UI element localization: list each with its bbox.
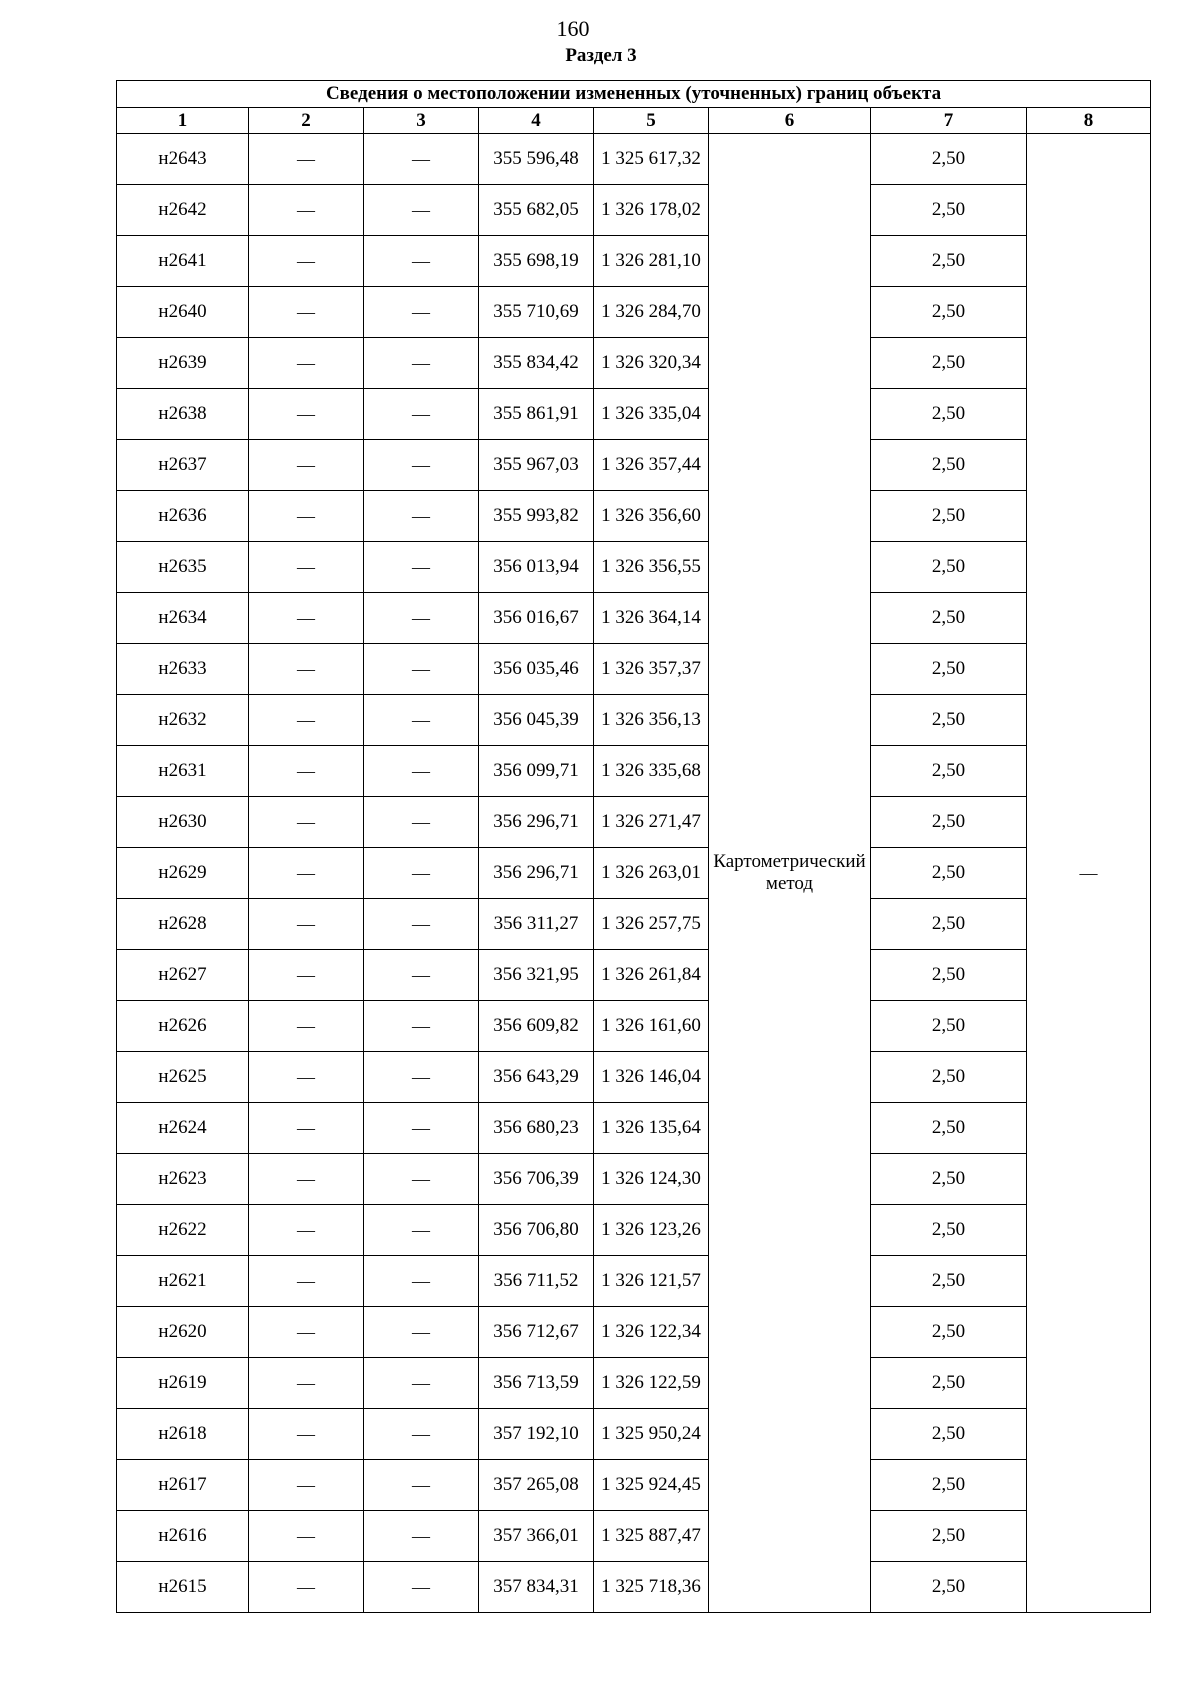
column-2-dash-cell: — — [249, 1358, 364, 1409]
column-3-dash-cell: — — [364, 542, 479, 593]
column-number-7: 7 — [871, 108, 1027, 134]
accuracy-cell: 2,50 — [871, 1001, 1027, 1052]
table-row — [117, 593, 1151, 644]
y-coordinate-cell: 1 326 335,04 — [594, 389, 709, 440]
column-3-dash-cell: — — [364, 1205, 479, 1256]
column-3-dash-cell: — — [364, 1154, 479, 1205]
column-3-dash-cell: — — [364, 1001, 479, 1052]
point-name-cell: н2617 — [117, 1460, 249, 1511]
column-number-3: 3 — [364, 108, 479, 134]
x-coordinate-cell: 355 993,82 — [479, 491, 594, 542]
point-name-cell: н2634 — [117, 593, 249, 644]
column-3-dash-cell: — — [364, 1409, 479, 1460]
column-2-dash-cell: — — [249, 1307, 364, 1358]
column-3-dash-cell: — — [364, 1052, 479, 1103]
x-coordinate-cell: 356 711,52 — [479, 1256, 594, 1307]
table-row — [117, 644, 1151, 695]
table-row — [117, 134, 1151, 185]
column-2-dash-cell: — — [249, 950, 364, 1001]
y-coordinate-cell: 1 325 950,24 — [594, 1409, 709, 1460]
y-coordinate-cell: 1 326 284,70 — [594, 287, 709, 338]
column-8-cell: — — [1027, 134, 1151, 1613]
y-coordinate-cell: 1 326 271,47 — [594, 797, 709, 848]
column-3-dash-cell: — — [364, 1460, 479, 1511]
point-name-cell: н2636 — [117, 491, 249, 542]
x-coordinate-cell: 356 045,39 — [479, 695, 594, 746]
column-number-8: 8 — [1027, 108, 1151, 134]
column-2-dash-cell: — — [249, 1205, 364, 1256]
x-coordinate-cell: 357 366,01 — [479, 1511, 594, 1562]
accuracy-cell: 2,50 — [871, 1307, 1027, 1358]
table-row — [117, 1409, 1151, 1460]
x-coordinate-cell: 355 861,91 — [479, 389, 594, 440]
table-row — [117, 1001, 1151, 1052]
column-2-dash-cell: — — [249, 1562, 364, 1613]
column-3-dash-cell: — — [364, 950, 479, 1001]
accuracy-cell: 2,50 — [871, 746, 1027, 797]
y-coordinate-cell: 1 326 146,04 — [594, 1052, 709, 1103]
boundary-coordinates-table — [116, 80, 1151, 1613]
point-name-cell: н2621 — [117, 1256, 249, 1307]
y-coordinate-cell: 1 326 161,60 — [594, 1001, 709, 1052]
x-coordinate-cell: 356 609,82 — [479, 1001, 594, 1052]
x-coordinate-cell: 356 321,95 — [479, 950, 594, 1001]
y-coordinate-cell: 1 326 261,84 — [594, 950, 709, 1001]
column-3-dash-cell: — — [364, 185, 479, 236]
y-coordinate-cell: 1 326 356,60 — [594, 491, 709, 542]
column-number-6: 6 — [709, 108, 871, 134]
y-coordinate-cell: 1 326 122,34 — [594, 1307, 709, 1358]
table-row — [117, 1511, 1151, 1562]
column-2-dash-cell: — — [249, 695, 364, 746]
table-row — [117, 1256, 1151, 1307]
y-coordinate-cell: 1 325 718,36 — [594, 1562, 709, 1613]
accuracy-cell: 2,50 — [871, 797, 1027, 848]
point-name-cell: н2615 — [117, 1562, 249, 1613]
point-name-cell: н2643 — [117, 134, 249, 185]
x-coordinate-cell: 356 013,94 — [479, 542, 594, 593]
column-3-dash-cell: — — [364, 287, 479, 338]
y-coordinate-cell: 1 326 357,37 — [594, 644, 709, 695]
table-row — [117, 1307, 1151, 1358]
section-title: Раздел 3 — [565, 45, 637, 66]
column-2-dash-cell: — — [249, 1103, 364, 1154]
column-3-dash-cell: — — [364, 695, 479, 746]
column-number-1: 1 — [117, 108, 249, 134]
accuracy-cell: 2,50 — [871, 644, 1027, 695]
point-name-cell: н2632 — [117, 695, 249, 746]
point-name-cell: н2616 — [117, 1511, 249, 1562]
x-coordinate-cell: 355 596,48 — [479, 134, 594, 185]
y-coordinate-cell: 1 325 924,45 — [594, 1460, 709, 1511]
x-coordinate-cell: 356 296,71 — [479, 797, 594, 848]
point-name-cell: н2641 — [117, 236, 249, 287]
x-coordinate-cell: 356 296,71 — [479, 848, 594, 899]
x-coordinate-cell: 356 099,71 — [479, 746, 594, 797]
x-coordinate-cell: 356 706,80 — [479, 1205, 594, 1256]
column-2-dash-cell: — — [249, 1052, 364, 1103]
column-3-dash-cell: — — [364, 1562, 479, 1613]
accuracy-cell: 2,50 — [871, 491, 1027, 542]
table-caption: Сведения о местоположении измененных (уточненных) границ объекта — [117, 81, 1151, 108]
table-row — [117, 491, 1151, 542]
column-3-dash-cell: — — [364, 1256, 479, 1307]
accuracy-cell: 2,50 — [871, 1562, 1027, 1613]
column-3-dash-cell: — — [364, 899, 479, 950]
method-cell: Картометрический метод — [709, 134, 871, 1613]
point-name-cell: н2635 — [117, 542, 249, 593]
column-2-dash-cell: — — [249, 644, 364, 695]
column-3-dash-cell: — — [364, 746, 479, 797]
table-body — [117, 134, 1151, 1613]
column-2-dash-cell: — — [249, 389, 364, 440]
column-2-dash-cell: — — [249, 491, 364, 542]
table-row — [117, 848, 1151, 899]
y-coordinate-cell: 1 326 320,34 — [594, 338, 709, 389]
x-coordinate-cell: 356 311,27 — [479, 899, 594, 950]
table-row — [117, 950, 1151, 1001]
column-2-dash-cell: — — [249, 1511, 364, 1562]
y-coordinate-cell: 1 326 263,01 — [594, 848, 709, 899]
column-number-row — [117, 108, 1151, 134]
column-3-dash-cell: — — [364, 491, 479, 542]
x-coordinate-cell: 356 712,67 — [479, 1307, 594, 1358]
column-3-dash-cell: — — [364, 1307, 479, 1358]
point-name-cell: н2626 — [117, 1001, 249, 1052]
accuracy-cell: 2,50 — [871, 899, 1027, 950]
accuracy-cell: 2,50 — [871, 287, 1027, 338]
x-coordinate-cell: 357 834,31 — [479, 1562, 594, 1613]
y-coordinate-cell: 1 325 887,47 — [594, 1511, 709, 1562]
point-name-cell: н2642 — [117, 185, 249, 236]
y-coordinate-cell: 1 325 617,32 — [594, 134, 709, 185]
accuracy-cell: 2,50 — [871, 848, 1027, 899]
table-row — [117, 899, 1151, 950]
point-name-cell: н2638 — [117, 389, 249, 440]
accuracy-cell: 2,50 — [871, 1358, 1027, 1409]
column-3-dash-cell: — — [364, 797, 479, 848]
accuracy-cell: 2,50 — [871, 1409, 1027, 1460]
table-row — [117, 1460, 1151, 1511]
table-row — [117, 1562, 1151, 1613]
table-row — [117, 1358, 1151, 1409]
column-2-dash-cell: — — [249, 1460, 364, 1511]
point-name-cell: н2623 — [117, 1154, 249, 1205]
x-coordinate-cell: 355 834,42 — [479, 338, 594, 389]
column-number-5: 5 — [594, 108, 709, 134]
table-row — [117, 338, 1151, 389]
x-coordinate-cell: 355 967,03 — [479, 440, 594, 491]
x-coordinate-cell: 356 680,23 — [479, 1103, 594, 1154]
accuracy-cell: 2,50 — [871, 338, 1027, 389]
column-2-dash-cell: — — [249, 1409, 364, 1460]
x-coordinate-cell: 355 698,19 — [479, 236, 594, 287]
column-3-dash-cell: — — [364, 1511, 479, 1562]
y-coordinate-cell: 1 326 356,13 — [594, 695, 709, 746]
point-name-cell: н2630 — [117, 797, 249, 848]
table-row — [117, 1205, 1151, 1256]
column-2-dash-cell: — — [249, 1001, 364, 1052]
accuracy-cell: 2,50 — [871, 950, 1027, 1001]
table-row — [117, 1103, 1151, 1154]
table-row — [117, 542, 1151, 593]
point-name-cell: н2627 — [117, 950, 249, 1001]
page-number: 160 — [556, 16, 590, 41]
accuracy-cell: 2,50 — [871, 1205, 1027, 1256]
column-3-dash-cell: — — [364, 1103, 479, 1154]
column-2-dash-cell: — — [249, 134, 364, 185]
point-name-cell: н2633 — [117, 644, 249, 695]
point-name-cell: н2622 — [117, 1205, 249, 1256]
table-row — [117, 185, 1151, 236]
table-row — [117, 695, 1151, 746]
accuracy-cell: 2,50 — [871, 236, 1027, 287]
y-coordinate-cell: 1 326 122,59 — [594, 1358, 709, 1409]
x-coordinate-cell: 356 643,29 — [479, 1052, 594, 1103]
column-3-dash-cell: — — [364, 593, 479, 644]
x-coordinate-cell: 357 265,08 — [479, 1460, 594, 1511]
y-coordinate-cell: 1 326 121,57 — [594, 1256, 709, 1307]
x-coordinate-cell: 355 710,69 — [479, 287, 594, 338]
point-name-cell: н2637 — [117, 440, 249, 491]
table-row — [117, 236, 1151, 287]
y-coordinate-cell: 1 326 257,75 — [594, 899, 709, 950]
y-coordinate-cell: 1 326 135,64 — [594, 1103, 709, 1154]
accuracy-cell: 2,50 — [871, 185, 1027, 236]
column-2-dash-cell: — — [249, 185, 364, 236]
column-2-dash-cell: — — [249, 440, 364, 491]
y-coordinate-cell: 1 326 357,44 — [594, 440, 709, 491]
column-2-dash-cell: — — [249, 1154, 364, 1205]
accuracy-cell: 2,50 — [871, 389, 1027, 440]
x-coordinate-cell: 356 713,59 — [479, 1358, 594, 1409]
point-name-cell: н2620 — [117, 1307, 249, 1358]
table-row — [117, 1052, 1151, 1103]
table-row — [117, 440, 1151, 491]
y-coordinate-cell: 1 326 364,14 — [594, 593, 709, 644]
column-3-dash-cell: — — [364, 338, 479, 389]
column-2-dash-cell: — — [249, 542, 364, 593]
accuracy-cell: 2,50 — [871, 1103, 1027, 1154]
column-2-dash-cell: — — [249, 593, 364, 644]
point-name-cell: н2618 — [117, 1409, 249, 1460]
point-name-cell: н2640 — [117, 287, 249, 338]
column-3-dash-cell: — — [364, 134, 479, 185]
y-coordinate-cell: 1 326 124,30 — [594, 1154, 709, 1205]
x-coordinate-cell: 356 016,67 — [479, 593, 594, 644]
table-row — [117, 746, 1151, 797]
table-row — [117, 1154, 1151, 1205]
table-row — [117, 797, 1151, 848]
column-2-dash-cell: — — [249, 848, 364, 899]
column-3-dash-cell: — — [364, 440, 479, 491]
x-coordinate-cell: 355 682,05 — [479, 185, 594, 236]
column-2-dash-cell: — — [249, 287, 364, 338]
y-coordinate-cell: 1 326 335,68 — [594, 746, 709, 797]
accuracy-cell: 2,50 — [871, 1511, 1027, 1562]
column-3-dash-cell: — — [364, 848, 479, 899]
table-row — [117, 287, 1151, 338]
column-2-dash-cell: — — [249, 338, 364, 389]
accuracy-cell: 2,50 — [871, 1154, 1027, 1205]
point-name-cell: н2629 — [117, 848, 249, 899]
point-name-cell: н2624 — [117, 1103, 249, 1154]
y-coordinate-cell: 1 326 123,26 — [594, 1205, 709, 1256]
x-coordinate-cell: 356 035,46 — [479, 644, 594, 695]
point-name-cell: н2631 — [117, 746, 249, 797]
x-coordinate-cell: 357 192,10 — [479, 1409, 594, 1460]
accuracy-cell: 2,50 — [871, 1256, 1027, 1307]
accuracy-cell: 2,50 — [871, 440, 1027, 491]
column-2-dash-cell: — — [249, 746, 364, 797]
x-coordinate-cell: 356 706,39 — [479, 1154, 594, 1205]
table-row — [117, 389, 1151, 440]
column-3-dash-cell: — — [364, 644, 479, 695]
accuracy-cell: 2,50 — [871, 542, 1027, 593]
y-coordinate-cell: 1 326 356,55 — [594, 542, 709, 593]
column-3-dash-cell: — — [364, 236, 479, 287]
accuracy-cell: 2,50 — [871, 695, 1027, 746]
point-name-cell: н2639 — [117, 338, 249, 389]
y-coordinate-cell: 1 326 281,10 — [594, 236, 709, 287]
column-2-dash-cell: — — [249, 1256, 364, 1307]
column-3-dash-cell: — — [364, 389, 479, 440]
accuracy-cell: 2,50 — [871, 593, 1027, 644]
column-number-4: 4 — [479, 108, 594, 134]
accuracy-cell: 2,50 — [871, 1460, 1027, 1511]
column-3-dash-cell: — — [364, 1358, 479, 1409]
column-number-2: 2 — [249, 108, 364, 134]
point-name-cell: н2628 — [117, 899, 249, 950]
accuracy-cell: 2,50 — [871, 134, 1027, 185]
point-name-cell: н2619 — [117, 1358, 249, 1409]
column-2-dash-cell: — — [249, 899, 364, 950]
column-2-dash-cell: — — [249, 236, 364, 287]
column-2-dash-cell: — — [249, 797, 364, 848]
point-name-cell: н2625 — [117, 1052, 249, 1103]
y-coordinate-cell: 1 326 178,02 — [594, 185, 709, 236]
accuracy-cell: 2,50 — [871, 1052, 1027, 1103]
